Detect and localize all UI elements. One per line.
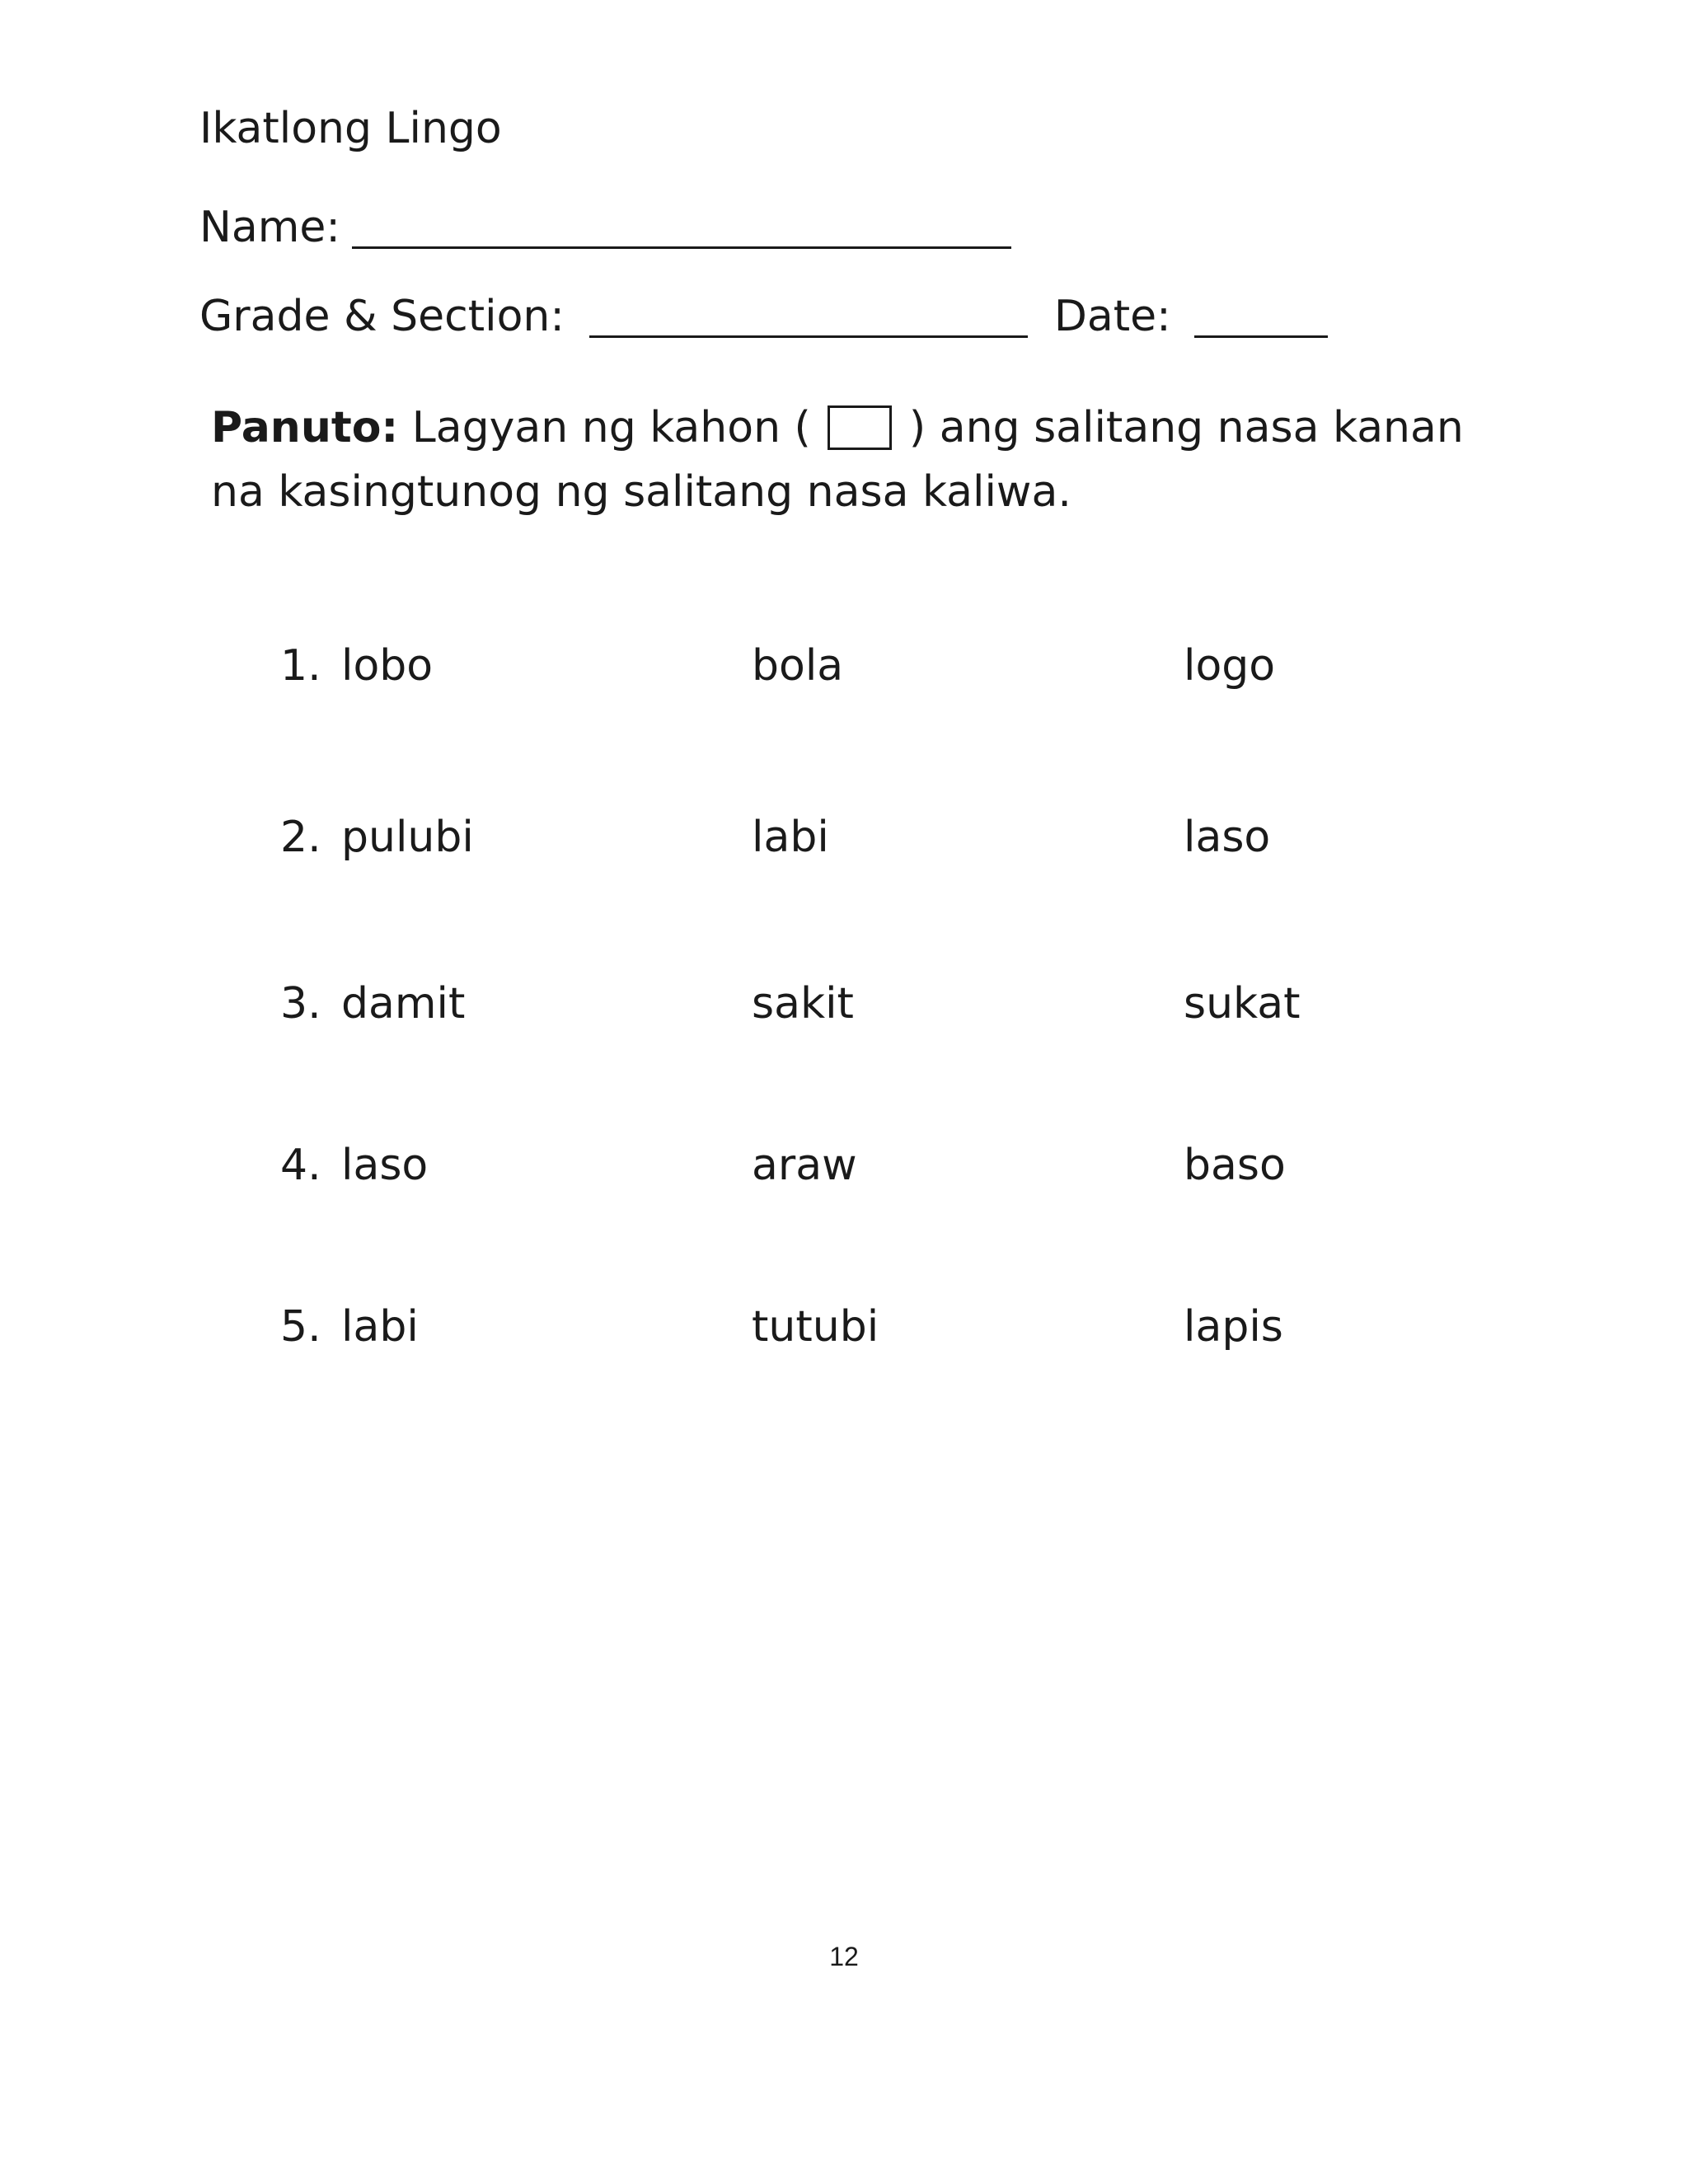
- item-number: 1.: [280, 641, 321, 691]
- name-label: Name:: [199, 203, 340, 252]
- week-title: Ikatlong Lingo: [199, 104, 502, 153]
- instructions-label: Panuto:: [211, 403, 399, 452]
- grade-section-blank[interactable]: [589, 298, 1028, 338]
- date-blank[interactable]: [1194, 298, 1328, 338]
- grade-date-row: [199, 292, 1328, 341]
- name-blank[interactable]: [352, 209, 1011, 249]
- item-number: 3.: [280, 979, 321, 1029]
- name-field-row: [199, 203, 1011, 252]
- item-number: 5.: [280, 1302, 321, 1352]
- page-number: 12: [829, 1942, 859, 1971]
- item-word: labi: [341, 1302, 419, 1352]
- choice-a[interactable]: bola: [752, 641, 844, 691]
- instructions: [211, 396, 1497, 524]
- choice-b[interactable]: laso: [1184, 813, 1271, 862]
- choice-b[interactable]: sukat: [1184, 979, 1301, 1029]
- item-word: laso: [341, 1141, 429, 1190]
- item-word: damit: [341, 979, 466, 1029]
- choice-b[interactable]: lapis: [1184, 1302, 1283, 1352]
- box-icon: [828, 405, 892, 450]
- date-label: Date:: [1053, 292, 1171, 341]
- choice-a[interactable]: labi: [752, 813, 829, 862]
- choice-b[interactable]: baso: [1184, 1141, 1286, 1190]
- instructions-text-before: Lagyan ng kahon (: [411, 403, 811, 452]
- choice-a[interactable]: tutubi: [752, 1302, 879, 1352]
- choice-a[interactable]: araw: [752, 1141, 857, 1190]
- choice-b[interactable]: logo: [1184, 641, 1276, 691]
- choice-a[interactable]: sakit: [752, 979, 854, 1029]
- item-word: lobo: [341, 641, 434, 691]
- item-word: pulubi: [341, 813, 474, 862]
- item-number: 2.: [280, 813, 321, 862]
- instructions-text-after: ) ang salitang nasa kanan na kasingtunog ng salitang nasa kaliwa.: [211, 403, 1464, 517]
- grade-section-label: Grade & Section:: [199, 292, 565, 341]
- item-number: 4.: [280, 1141, 321, 1190]
